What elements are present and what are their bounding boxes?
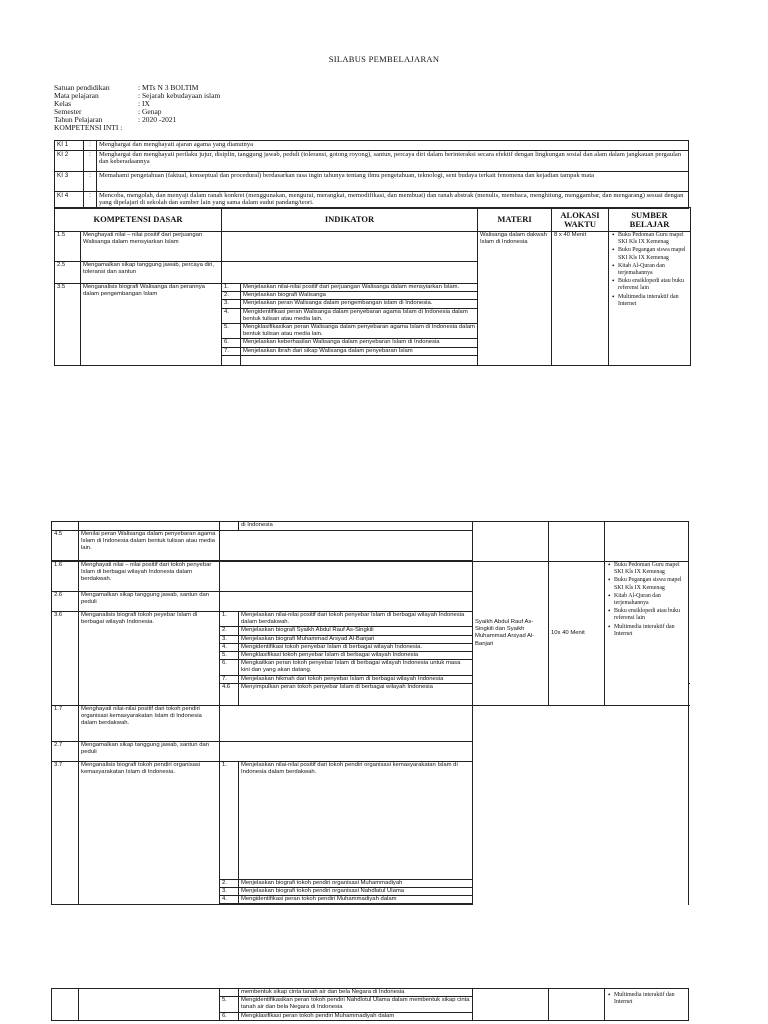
sumber-cell [605, 989, 689, 1021]
kd-text: Menganalisis biografi tokoh peyebar Islam di berbagai wilayah Indonesia. [79, 612, 220, 706]
indikator-number: 5. [222, 324, 241, 339]
kd-number [52, 522, 79, 531]
indikator-cell [241, 355, 478, 365]
indikator-cell [222, 355, 241, 365]
alokasi-cell: 10x 40 Menit [549, 562, 605, 706]
info-value: : MTs N 3 BOLTIM [138, 83, 199, 92]
header-kompetensi-dasar: KOMPETENSI DASAR [55, 208, 222, 232]
ki-text: Mencoba, mengolah, dan menyaji dalam ranah konkret (menggunakan, mengurai, merangkai, memodifikasi, dan membuat) dan ranah abstrak (menulis, membaca, menghitung, menggambar, dan mengarang) sesuai dengan yang dipelajari di sekolah dan sumber lain yang sama dalam sudut pandang/teori. [97, 192, 689, 209]
table-row [52, 989, 689, 997]
table-row [55, 192, 689, 209]
indikator-cell [220, 904, 239, 905]
indikator-number: 6. [222, 339, 241, 347]
indikator-number: 5. [220, 997, 239, 1012]
header-materi: MATERI [478, 208, 552, 232]
indikator-cell [220, 562, 473, 592]
table-row [55, 141, 689, 151]
sumber-cell [609, 232, 691, 366]
info-value: : Sejarah kebudayaan islam [138, 91, 221, 100]
indikator-text: Menjelaskan biografi Walisanga [241, 292, 478, 300]
sumber-item: • Kitab Al-Quran dan terjemahannya [618, 263, 688, 277]
indikator-text: Mengklasifikasikan peran Walisanga dalam penyebaran agama Islam di Indonesia dalam bentuk tulisan atau media lain. [241, 324, 478, 339]
kd-text: Mengamalkan sikap tanggung jawab, santun dan peduli [79, 741, 220, 761]
indikator-cell [220, 705, 473, 741]
kd-text: Menghayati nilai-nilai positif dari tokoh pendiri organisasi kemasyarakatan Islam di Indonesia dalam berdakwah. [79, 705, 220, 741]
indikator-text: di Indonesia [239, 522, 473, 531]
header-sumber-belajar: SUMBER BELAJAR [609, 208, 691, 232]
info-label: Satuan pendidikan [54, 83, 110, 92]
indikator-number: 2. [220, 879, 239, 887]
table-row [55, 232, 691, 262]
kd-number: 1.5 [55, 232, 81, 262]
indikator-cell [222, 232, 478, 262]
kd-text: Menghayati nilai – nilai positif dari perjuangan Walisanga dalam mensyiarkan Islam [81, 232, 222, 262]
kd-number: 3.7 [52, 761, 79, 904]
ki-sep: : [84, 172, 97, 192]
header-alokasi-waktu: ALOKASI WAKTU [552, 208, 609, 232]
table-row [55, 151, 689, 172]
kd-text: Menganalisis biografi tokoh pendiri organisasi kemasyarakatan Islam di Indonesia. [79, 761, 220, 904]
kd-text: Menilai peran Walisanga dalam penyebaran agama Islam di Indonesia dalam bentuk tulisan atau media lain. [79, 531, 220, 561]
kd-text: Menghayati nilai – nilai positif dari tokoh penyebar Islam di berbagai wilayah Indonesia dalam berdakwah. [79, 562, 220, 592]
indikator-text: Menjelaskan peran Walisanga dalam pengembangan islam di Indonesia. [241, 300, 478, 308]
kd-number: 4.5 [52, 531, 79, 561]
indikator-text: Menjelaskan nilai-nilai positif dari tokoh pendiri organisasi kemasyarakatan Islam di Indonesia dalam berdakwah. [239, 761, 473, 879]
ki-code: KI 2 [55, 151, 84, 172]
kd-text: Mengamalkan sikap tanggung jawab, percaya diri, toleransi dan santun [81, 262, 222, 284]
indikator-text: Mengkaitkan peran tokoh penyebar Islam di berbagai wilayah Indonesia untuk masa kini dan yang akan datang. [239, 660, 473, 675]
sumber-item: • Buku ensiklopedi atau buku referensi lain [618, 278, 688, 292]
kd-text: Menyimpulkan peran tokoh penyebar Islam di berbagai wilayah Indonesia [239, 683, 473, 705]
indikator-text: Menjelaskan biografi tokoh pendiri organisasi Nahdlatul Ulama [239, 887, 473, 895]
info-label: Mata pelajaran [54, 91, 99, 100]
ki-code: KI 3 [55, 172, 84, 192]
kd-number: 2.7 [52, 741, 79, 761]
sumber-item: • Kitab Al-Quran dan terjemahannya [614, 593, 686, 607]
table-header-row [55, 208, 691, 232]
sumber-item: • Multimedia interaktif dan Internet [614, 992, 686, 1006]
indikator-number: 1. [220, 612, 239, 627]
indikator-text: Menjelaskan biografi Syaikh Abdul Rauf As-Singkili [239, 627, 473, 635]
indikator-cell [220, 531, 473, 561]
materi-cell [473, 522, 549, 562]
kompetensi-inti-table [54, 140, 689, 209]
indikator-number: 7. [220, 675, 239, 683]
kd-text [79, 522, 220, 531]
kd-number: 3.5 [55, 284, 81, 366]
indikator-number: 4. [220, 896, 239, 904]
silabus-table-page2 [51, 521, 689, 905]
school-info [54, 84, 294, 142]
indikator-number: 3. [220, 887, 239, 895]
indikator-text: Menjelaskan nilai-nilai positif dari perjuangan Walisanga dalam mensyiarkan Islam. [241, 284, 478, 292]
sumber-item: • Multimedia interaktif dan Internet [614, 624, 686, 638]
sumber-item: • Buku Pedoman Guru mapel SKI Kls IX Kemenag [614, 562, 686, 576]
table-row [52, 562, 689, 592]
kd-number: 4.6 [220, 683, 239, 705]
ki-code: KI 1 [55, 141, 84, 151]
kd-number: 1.7 [52, 705, 79, 741]
kd-number [52, 989, 79, 1021]
indikator-text: Menjelaskan nilai-nilai positif dari tokoh penyebar Islam di berbagai wilayah Indonesia dalam berdakwah. [239, 612, 473, 627]
indikator-cell [220, 741, 473, 761]
indikator-number: 6. [220, 1012, 239, 1020]
page-title: SILABUS PEMBELAJARAN [328, 54, 440, 64]
info-value: : 2020 -2021 [138, 115, 177, 124]
alokasi-cell [549, 989, 605, 1021]
sumber-item: • Multimedia interaktif dan Internet [618, 294, 688, 308]
kd-text: Menganalisis biografi Walisanga dan perannya dalam pengembangan Islam [81, 284, 222, 366]
materi-cell [473, 989, 549, 1021]
indikator-number: 4. [220, 643, 239, 651]
indikator-text: Mengidentifikasi tokoh penyebar Islam di berbagai wilayah Indonesia. [239, 643, 473, 651]
sumber-cell [605, 522, 689, 562]
kd-number: 3.6 [52, 612, 79, 706]
indikator-text: Mengidentifikasikan peran tokoh pendiri Nahdlotul Ulama dalam membentuk sikap cinta tanah air dan bela Negara di Indonesia [239, 997, 473, 1012]
ki-sep: : [84, 141, 97, 151]
indikator-number: 6. [220, 660, 239, 675]
table-row [52, 705, 689, 741]
indikator-number: 2. [220, 627, 239, 635]
info-label: Kelas [54, 99, 72, 108]
sumber-item: • Buku Pegangan siswa mapel SKI Kls IX Kemenag [618, 247, 688, 261]
indikator-text: Menjelaskan hikmah dari tokoh penyebar Islam di berbagai wilayah Indonesia [239, 675, 473, 683]
table-row [52, 522, 689, 531]
indikator-text: Menjelaskan ibrah dari sikap Walisanga dalam penyebaran Islam [241, 347, 478, 355]
alokasi-cell: 8 x 40 Menit [552, 232, 609, 366]
table-row [52, 761, 689, 879]
ki-sep: : [84, 192, 97, 209]
indikator-number: 2. [222, 292, 241, 300]
indikator-text: Mengidentifikasi peran tokoh pendiri Muhammadiyah dalam [239, 896, 473, 904]
indikator-cell [222, 262, 478, 284]
kd-number: 1.6 [52, 562, 79, 592]
ki-sep: : [84, 151, 97, 172]
indikator-text: Mengklasifikasi tokoh penyebar Islam di berbagai wilayah Indonesia [239, 652, 473, 660]
kd-text [79, 989, 220, 1021]
indikator-number: 7. [222, 347, 241, 355]
kd-number: 2.5 [55, 262, 81, 284]
indikator-number: 1. [220, 761, 239, 879]
indikator-number: 5. [220, 652, 239, 660]
ki-text: Memahami pengetahuan (faktual, konseptual dan procedural) berdasarkan rasa ingin tahunya tentang ilmu pengetahuan, teknologi, seni budaya terkait fenomena dan kejadian tampak mata [97, 172, 689, 192]
alokasi-cell [549, 522, 605, 562]
indikator-text: Menjelaskan biografi Muhammad Arsyad Al-Banjari [239, 635, 473, 643]
ki-text: Menghargai dan menghayati ajaran agama yang dianutnya [97, 141, 689, 151]
silabus-table-page3 [51, 988, 689, 1021]
kd-number: 2.6 [52, 592, 79, 612]
indikator-text: Mengklasifikasi peran tokoh pendiri Muhammadiyah dalam [239, 1012, 473, 1020]
table-row [55, 172, 689, 192]
materi-cell: Walisanga dalam dakwah Islam di Indonesia [478, 232, 552, 366]
materi-cell: Syaikh Abdul Rauf As-Singkili dan Syaikh Muhammad Arsyad Al-Banjari [473, 562, 549, 706]
indikator-cell [220, 592, 473, 612]
info-value: : Genap [138, 107, 162, 116]
indikator-number: 1. [222, 284, 241, 292]
indikator-text: membentuk sikap cinta tanah air dan bela Negara di Indonesia [239, 989, 473, 997]
indikator-text: Mengidentifikasi peran Walisanga dalam penyebaran agama Islam di Indonesia dalam bentuk tulisan atau media lain. [241, 308, 478, 323]
ki-text: Menghargai dan menghayati perilaku jujur, disiplin, tanggung jawab, peduli (toleransi, gotong royong), santun, percaya diri dalam berinteraksi secara efektif dengan lingkungan sosial dan alam dalam jangkauan pergaulan dan keberadaannya [97, 151, 689, 172]
indikator-number [220, 989, 239, 997]
table-row [52, 741, 689, 761]
info-label: KOMPETENSI INTI : [54, 123, 123, 132]
indikator-number: 4. [222, 308, 241, 323]
silabus-table-page1 [54, 207, 691, 366]
indikator-text: Menjelaskan keberhasilan Walisanga dalam penyebaran Islam di Indonesia [241, 339, 478, 347]
indikator-text: Menjelaskan biografi tokoh pendiri organisasi Muhammadiyah [239, 879, 473, 887]
sumber-item: • Buku Pegangan siswa mapel SKI Kls IX Kemenag [614, 577, 686, 591]
indikator-cell [239, 904, 473, 905]
info-label: Tahun Pelajaran [54, 115, 103, 124]
info-value: : IX [138, 99, 150, 108]
indikator-number: 3. [222, 300, 241, 308]
indikator-number [220, 522, 239, 531]
ki-code: KI 4 [55, 192, 84, 209]
indikator-number: 3. [220, 635, 239, 643]
sumber-item: • Buku ensiklopedi atau buku referensi lain [614, 608, 686, 622]
info-label: Semester [54, 107, 82, 116]
sumber-cell [605, 562, 689, 706]
header-indikator: INDIKATOR [222, 208, 478, 232]
sumber-item: • Buku Pedoman Guru mapel SKI Kls IX Kemenag [618, 232, 688, 246]
kd-text: Mengamalkan sikap tanggung jawab, santun dan peduli [79, 592, 220, 612]
